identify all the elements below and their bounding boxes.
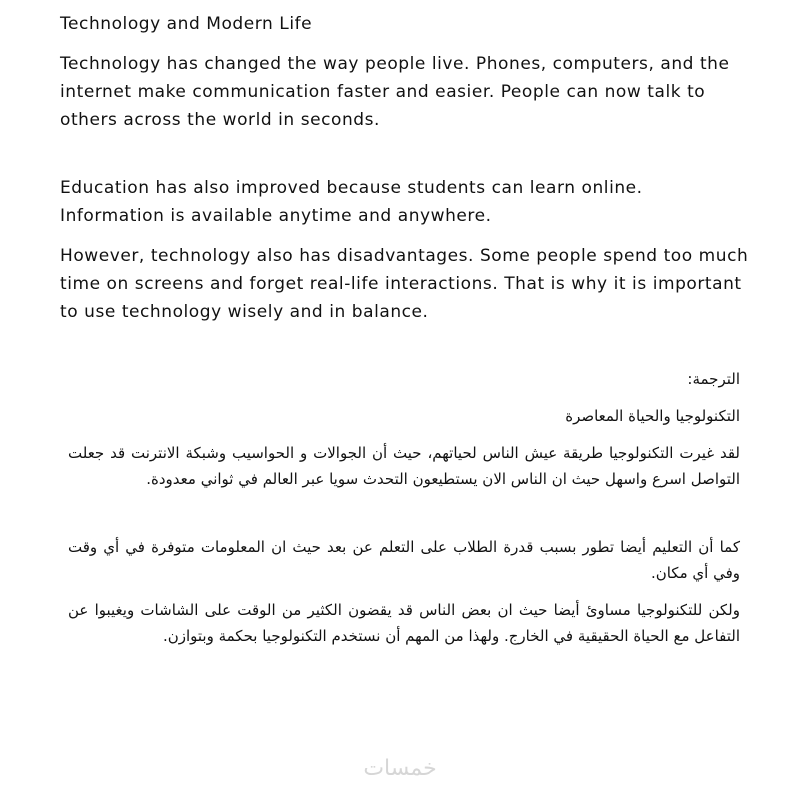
watermark: خمسات: [363, 756, 437, 781]
english-paragraph-3: However, technology also has disadvantages. Some people spend too much time on screens and forget real-life interactions. That is why it is important to use technology wisely and in balance.: [60, 246, 749, 322]
arabic-title: التكنولوجيا والحياة المعاصرة: [565, 407, 740, 425]
arabic-paragraph-3: ولكن للتكنولوجيا مساوئ أيضا حيث ان بعض الناس قد يقضون الكثير من الوقت على الشاشات ويغيبوا عن التفاعل مع الحياة الحقيقية في الخارج. ولهذا من المهم أن نستخدم التكنولوجيا بحكمة وبتوازن.: [68, 601, 740, 645]
english-title: Technology and Modern Life: [60, 14, 313, 34]
arabic-paragraph-2: كما أن التعليم أيضا تطور بسبب قدرة الطلاب على التعلم عن بعد حيث ان المعلومات متوفرة في أي وقت وفي أي مكان.: [68, 538, 740, 582]
english-paragraph-1: Technology has changed the way people live. Phones, computers, and the internet make communication faster and easier. People can now talk to others across the world in seconds.: [60, 54, 730, 130]
english-paragraph-2: Education has also improved because students can learn online. Information is available anytime and anywhere.: [60, 178, 643, 226]
translation-label: الترجمة:: [687, 370, 740, 388]
arabic-paragraph-1: لقد غيرت التكنولوجيا طريقة عيش الناس لحياتهم، حيث أن الجوالات و الحواسيب وشبكة الانترنت قد جعلت التواصل اسرع واسهل حيث ان الناس الان يستطيعون التحدث سويا عبر العالم في ثواني معدودة.: [68, 444, 740, 488]
